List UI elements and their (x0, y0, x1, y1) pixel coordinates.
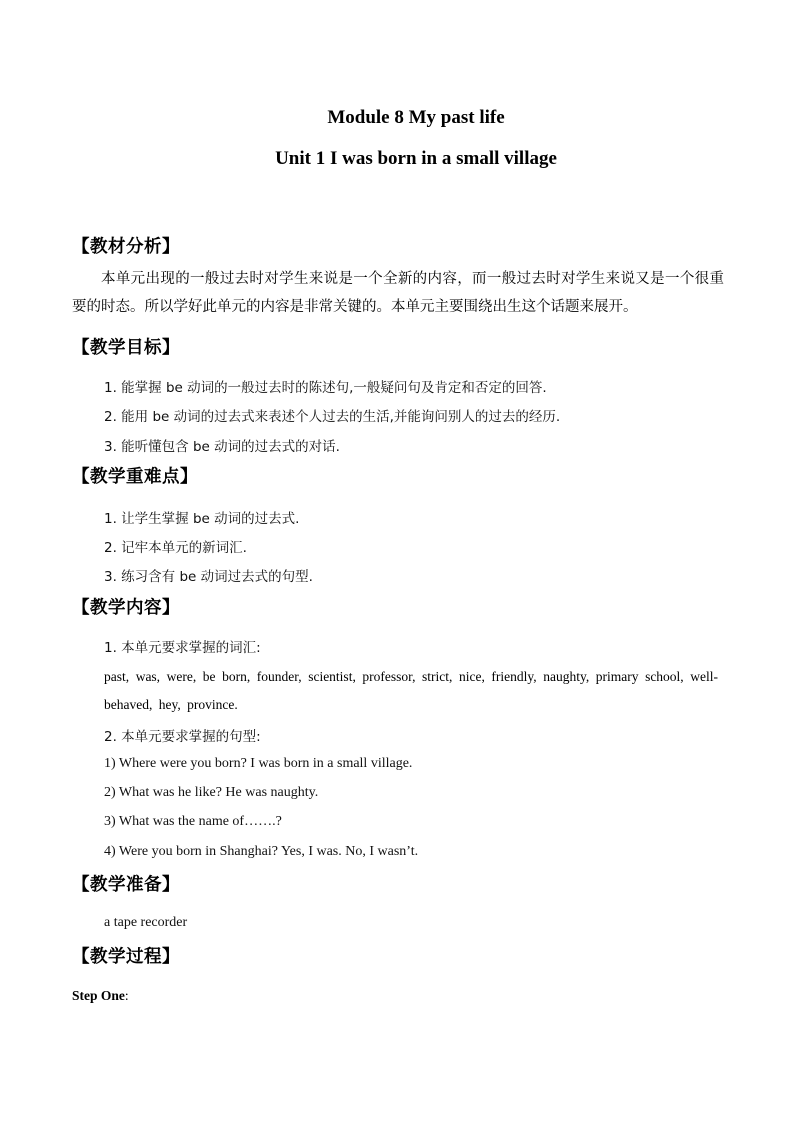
unit-title: Unit 1 I was born in a small village (275, 148, 557, 169)
objective-item-2: 2. 能用 be 动词的过去式来表述个人过去的生活,并能询问别人的过去的经历. (104, 409, 561, 425)
key-point-item-1: 1. 让学生掌握 be 动词的过去式. (104, 511, 300, 527)
heading-preparation: 【教学准备】 (72, 875, 180, 895)
vocab-list: past, was, were, be born, founder, scientist, professor, strict, nice, friendly, naughty, primary school, well-behaved, hey, province. (104, 669, 718, 712)
sentence-pattern-2: 2) What was he like? He was naughty. (104, 785, 319, 800)
step-one-colon: : (124, 988, 129, 1003)
sentence-pattern-3: 3) What was the name of…….? (104, 814, 282, 829)
module-title: Module 8 My past life (327, 107, 505, 128)
heading-key-points: 【教学重难点】 (72, 467, 198, 487)
step-one-text: Step One (72, 988, 125, 1003)
vocab-title: 1. 本单元要求掌握的词汇: (104, 640, 261, 656)
heading-content: 【教学内容】 (72, 598, 180, 618)
sentence-pattern-1: 1) Where were you born? I was born in a small village. (104, 756, 413, 771)
preparation-text: a tape recorder (104, 915, 188, 930)
objective-item-3: 3. 能听懂包含 be 动词的过去式的对话. (104, 439, 340, 455)
key-point-item-2: 2. 记牢本单元的新词汇. (104, 540, 247, 556)
heading-objectives: 【教学目标】 (72, 338, 180, 358)
heading-process: 【教学过程】 (72, 947, 180, 967)
sentence-pattern-4: 4) Were you born in Shanghai? Yes, I was. No, I wasn’t. (104, 844, 419, 859)
heading-analysis: 【教材分析】 (72, 237, 180, 257)
step-one-label (72, 988, 129, 1004)
analysis-paragraph: 本单元出现的一般过去时对学生来说是一个全新的内容，而一般过去时对学生来说又是一个很重要的时态。所以学好此单元的内容是非常关键的。本单元主要围绕出生这个话题来展开。 (72, 271, 724, 315)
objective-item-1: 1. 能掌握 be 动词的一般过去时的陈述句,一般疑问句及肯定和否定的回答. (104, 380, 547, 396)
key-point-item-3: 3. 练习含有 be 动词过去式的句型. (104, 569, 313, 585)
sentence-title: 2. 本单元要求掌握的句型: (104, 729, 261, 745)
